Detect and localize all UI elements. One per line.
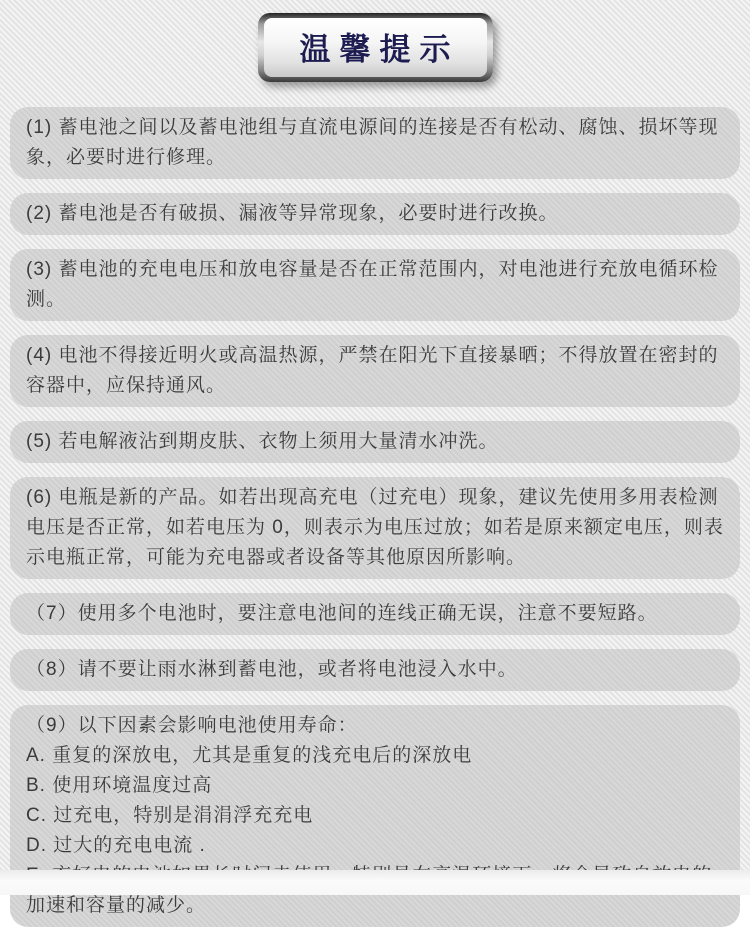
- tip-item-5: (5) 若电解液沾到期皮肤、衣物上须用大量清水冲洗。: [10, 421, 740, 463]
- tip-item-1: (1) 蓄电池之间以及蓄电池组与直流电源间的连接是否有松动、腐蚀、损坏等现象，必要时进行修理。: [10, 107, 740, 179]
- page-title: 温馨提示: [299, 32, 460, 67]
- tip-item-6: (6) 电瓶是新的产品。如若出现高充电（过充电）现象，建议先使用多用表检测电压是否正常，如若电压为 0，则表示为电压过放；如若是原来额定电压，则表示电瓶正常，可能为充电器或者设备等其他原因所影响。: [10, 477, 740, 579]
- page-bottom-edge: [0, 870, 750, 895]
- tip-9-factor-e: 加速和容量的减少。: [26, 895, 207, 916]
- tip-item-2: (2) 蓄电池是否有破损、漏液等异常现象，必要时进行改换。: [10, 193, 740, 235]
- tip-9-heading: （9）以下因素会影响电池使用寿命：: [26, 715, 358, 736]
- tip-9-factor-c: C. 过充电，特别是涓涓浮充充电: [26, 805, 314, 826]
- tips-list: [0, 82, 750, 927]
- tip-item-8: （8）请不要让雨水淋到蓄电池，或者将电池浸入水中。: [10, 649, 740, 691]
- title-badge-frame: [258, 13, 493, 82]
- tip-9-factor-b: B. 使用环境温度过高: [26, 775, 213, 796]
- title-badge: [264, 18, 487, 77]
- title-badge-container: [0, 0, 750, 82]
- tip-9-factor-d: D. 过大的充电电流 .: [26, 835, 206, 856]
- tip-item-3: (3) 蓄电池的充电电压和放电容量是否在正常范围内，对电池进行充放电循环检测。: [10, 249, 740, 321]
- tip-9-factor-a: A. 重复的深放电，尤其是重复的浅充电后的深放电: [26, 745, 473, 766]
- tip-item-7: （7）使用多个电池时，要注意电池间的连线正确无误，注意不要短路。: [10, 593, 740, 635]
- tip-item-4: (4) 电池不得接近明火或高温热源，严禁在阳光下直接暴晒；不得放置在密封的容器中，应保持通风。: [10, 335, 740, 407]
